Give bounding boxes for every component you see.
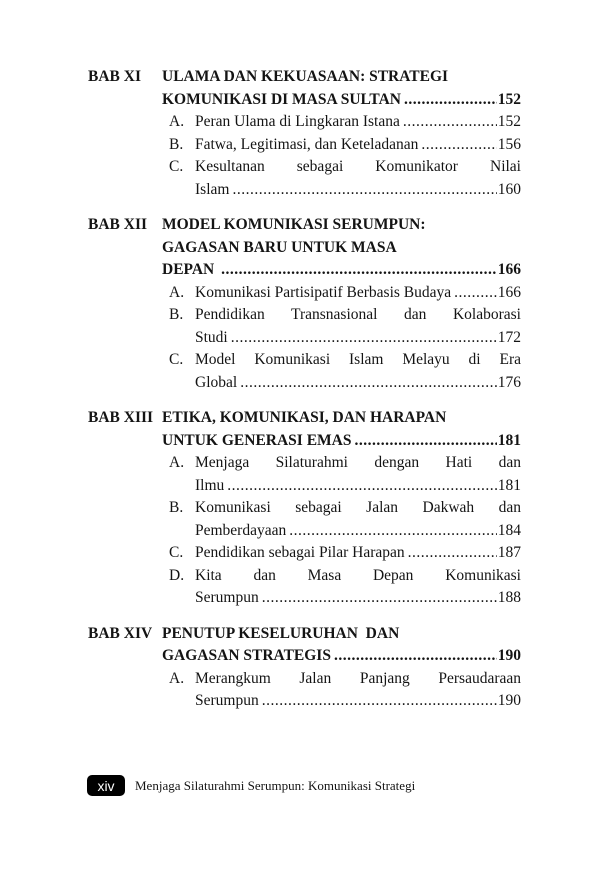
dot-leader (408, 542, 497, 565)
item-text-line: Merangkum Jalan Panjang Persaudaraan (195, 669, 521, 687)
toc-chapter-bab-xii (88, 214, 521, 394)
item-text-line: Model Komunikasi Islam Melayu di Era (195, 351, 521, 368)
item-last-line (195, 282, 521, 305)
chapter-page-number: 181 (497, 431, 521, 449)
item-text: Serumpun (195, 692, 259, 709)
dot-leader (403, 111, 497, 134)
chapter-items (169, 111, 521, 201)
chapter-body (162, 623, 521, 713)
item-letter: B. (169, 499, 184, 516)
dot-leader (232, 179, 496, 202)
item-body (195, 349, 521, 394)
chapter-body (162, 407, 521, 610)
page-footer (87, 775, 415, 796)
item-letter: C. (169, 351, 184, 368)
item-body (195, 668, 521, 713)
toc-chapter-bab-xiv (88, 623, 521, 713)
footer-book-title: Menjaga Silaturahmi Serumpun: Komunikasi Strategi (135, 778, 416, 793)
item-body (195, 282, 521, 305)
item-text: Pendidikan sebagai Pilar Harapan (195, 544, 405, 561)
toc-item (169, 282, 521, 305)
item-page-number: 190 (497, 692, 521, 709)
item-body (195, 497, 521, 542)
item-page-number: 156 (497, 135, 521, 153)
item-page-number: 187 (497, 544, 521, 561)
chapter-items (169, 452, 521, 610)
dot-leader (454, 282, 497, 305)
item-letter: B. (169, 135, 184, 153)
chapter-title-line: ULAMA DAN KEKUASAAN: STRATEGI (162, 68, 449, 85)
page-number-badge: xiv (87, 775, 125, 796)
chapter-title-last-line (162, 430, 521, 453)
item-body (195, 304, 521, 349)
chapter-items (169, 668, 521, 713)
chapter-page-number: 152 (497, 90, 521, 108)
toc-item (169, 156, 521, 201)
item-page-number: 176 (497, 373, 521, 391)
dot-leader (421, 134, 496, 157)
toc-item (169, 542, 521, 565)
item-text-line: Kesultanan sebagai Komunikator Nilai (195, 158, 521, 175)
dot-leader (262, 690, 497, 713)
item-body (195, 542, 521, 565)
item-letter: C. (169, 158, 184, 175)
chapter-body (162, 66, 521, 201)
dot-leader (262, 587, 497, 610)
chapter-title-line: MODEL KOMUNIKASI SERUMPUN: (162, 216, 426, 233)
item-body (195, 134, 521, 157)
chapter-title-line: PENUTUP KESELURUHAN DAN (162, 624, 400, 642)
item-page-number: 172 (497, 328, 521, 346)
item-text: Studi (195, 328, 228, 346)
toc-chapter-bab-xiii (88, 407, 521, 610)
dot-leader (221, 259, 497, 282)
toc-item (169, 304, 521, 349)
dot-leader (231, 327, 497, 350)
dot-leader (404, 89, 497, 112)
item-text: Serumpun (195, 589, 259, 606)
chapter-title-text: GAGASAN STRATEGIS (162, 647, 331, 664)
item-text: Pemberdayaan (195, 521, 287, 539)
item-text: Ilmu (195, 476, 225, 494)
item-last-line (195, 111, 521, 134)
toc-item (169, 349, 521, 394)
item-letter: A. (169, 113, 185, 130)
item-last-line (195, 372, 521, 395)
item-page-number: 166 (497, 283, 521, 301)
table-of-contents (88, 66, 521, 726)
dot-leader (227, 475, 496, 498)
chapter-label: BAB XIII (88, 409, 154, 426)
item-body (195, 565, 521, 610)
chapter-page-number: 166 (497, 261, 521, 278)
chapter-items (169, 282, 521, 395)
toc-item (169, 565, 521, 610)
item-body (195, 452, 521, 497)
chapter-title-line: GAGASAN BARU UNTUK MASA (162, 238, 397, 256)
item-letter: D. (169, 566, 185, 584)
chapter-title-line: ETIKA, KOMUNIKASI, DAN HARAPAN (162, 409, 447, 426)
item-page-number: 160 (497, 180, 521, 198)
item-last-line (195, 690, 521, 713)
dot-leader (289, 520, 497, 543)
item-page-number: 188 (497, 589, 521, 606)
item-letter: A. (169, 454, 185, 471)
dot-leader (240, 372, 497, 395)
toc-item (169, 668, 521, 713)
item-last-line (195, 520, 521, 543)
chapter-title-last-line (162, 645, 521, 668)
chapter-title-text: UNTUK GENERASI EMAS (162, 431, 352, 449)
chapter-label: BAB XI (88, 68, 141, 85)
toc-item (169, 134, 521, 157)
chapter-label: BAB XII (88, 216, 148, 233)
item-last-line (195, 179, 521, 202)
item-text-line: Komunikasi sebagai Jalan Dakwah dan (195, 499, 521, 516)
item-text: Global (195, 373, 238, 391)
item-letter: A. (169, 283, 185, 301)
item-page-number: 184 (497, 521, 521, 539)
item-letter: B. (169, 306, 184, 323)
toc-item (169, 497, 521, 542)
item-text-line: Kita dan Masa Depan Komunikasi (195, 566, 521, 584)
chapter-title-last-line (162, 89, 521, 112)
chapter-title-last-line (162, 259, 521, 282)
item-text: Islam (195, 180, 230, 198)
item-last-line (195, 134, 521, 157)
chapter-label: BAB XIV (88, 624, 153, 642)
chapter-page-number: 190 (497, 647, 521, 664)
item-letter: A. (169, 669, 185, 687)
item-body (195, 111, 521, 134)
item-last-line (195, 327, 521, 350)
item-last-line (195, 587, 521, 610)
item-text-line: Pendidikan Transnasional dan Kolaborasi (195, 306, 521, 323)
item-body (195, 156, 521, 201)
item-page-number: 181 (497, 476, 521, 494)
toc-item (169, 111, 521, 134)
item-letter: C. (169, 544, 184, 561)
item-text-line: Menjaga Silaturahmi dengan Hati dan (195, 454, 521, 471)
item-last-line (195, 542, 521, 565)
item-text: Peran Ulama di Lingkaran Istana (195, 113, 400, 130)
item-last-line (195, 475, 521, 498)
toc-item (169, 452, 521, 497)
dot-leader (354, 430, 496, 453)
dot-leader (334, 645, 497, 668)
item-text: Komunikasi Partisipatif Berbasis Budaya (195, 283, 452, 301)
item-page-number: 152 (497, 113, 521, 130)
item-text: Fatwa, Legitimasi, dan Keteladanan (195, 135, 419, 153)
chapter-title-text: KOMUNIKASI DI MASA SULTAN (162, 90, 402, 108)
chapter-body (162, 214, 521, 394)
chapter-title-text: DEPAN (162, 261, 219, 278)
toc-chapter-bab-xi (88, 66, 521, 201)
